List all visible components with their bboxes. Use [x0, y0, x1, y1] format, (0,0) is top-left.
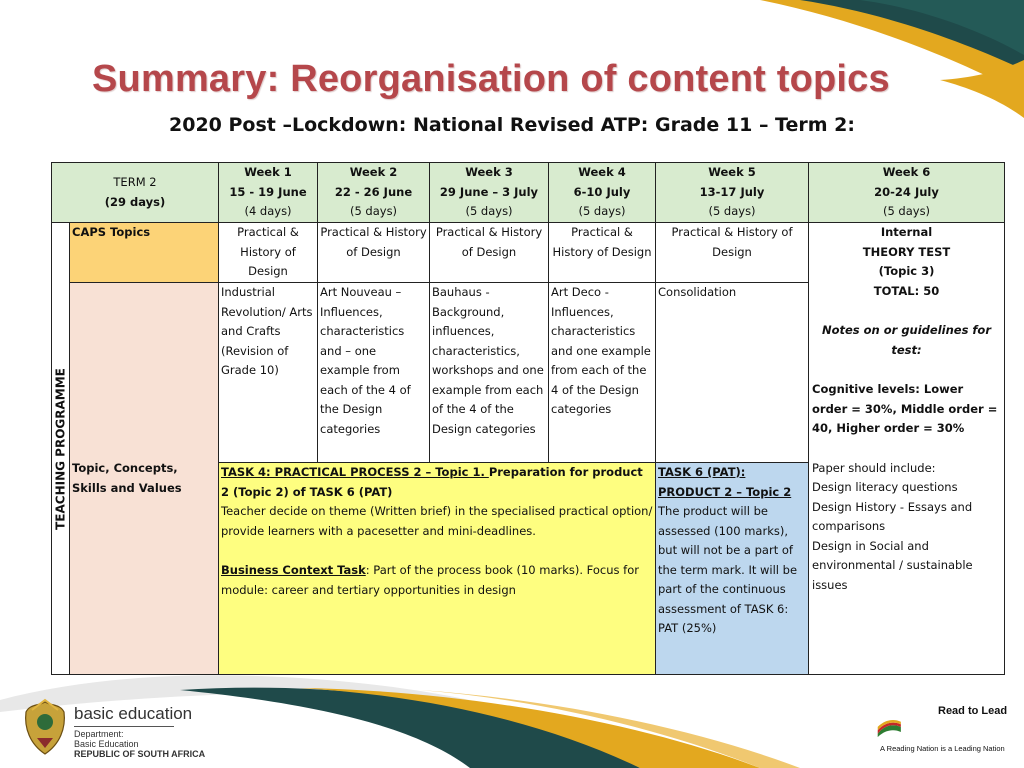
- basic-education-logo: [74, 704, 205, 759]
- caps-topics-label: CAPS Topics: [70, 223, 219, 283]
- task-4-title: TASK 4: PRACTICAL PROCESS 2 – Topic 1.: [221, 465, 489, 479]
- test-total: TOTAL: 50: [873, 283, 940, 298]
- task-4-cell: [219, 463, 656, 675]
- business-context-task: [221, 561, 653, 600]
- caps-topic-week-4: Practical & History of Design: [549, 223, 656, 283]
- week-1-days: (4 days): [244, 204, 292, 218]
- week-3-name: Week 3: [465, 165, 513, 179]
- topic-week-1: Industrial Revolution/ Arts and Crafts (Revision of Grade 10): [219, 283, 318, 463]
- slide-title: Summary: Reorganisation of content topics: [92, 58, 890, 100]
- business-context-text: : Part of the process book (10 marks). Focus for module: career and tertiary opportunities in design: [221, 563, 639, 597]
- read-to-lead-slogan: A Reading Nation is a Leading Nation: [880, 744, 1005, 753]
- week-6-dates: 20-24 July: [874, 184, 939, 199]
- week-3-days: (5 days): [465, 204, 513, 218]
- caps-row: [52, 223, 1005, 283]
- department-label: Department:: [74, 729, 124, 739]
- task-6-body: The product will be assessed (100 marks), but will not be a part of the term mark. It will be part of the continuous assessment of TASK 6: PAT (25%): [658, 504, 798, 635]
- task-6-heading: TASK 6 (PAT):: [658, 465, 746, 479]
- task-6-cell: [656, 463, 809, 675]
- header-row: [52, 163, 1005, 223]
- task-4-heading: [221, 463, 653, 502]
- week-4-dates: 6-10 July: [573, 184, 631, 199]
- topic-concepts-label: Topic, Concepts, Skills and Values: [72, 461, 182, 495]
- week-2-name: Week 2: [349, 165, 398, 179]
- teaching-programme-label: TEACHING PROGRAMME: [52, 367, 67, 530]
- caps-topic-week-2: Practical & History of Design: [318, 223, 430, 283]
- coat-of-arms-icon: [20, 698, 70, 760]
- week-1-header: [219, 163, 318, 223]
- topic-week-3: Bauhaus - Background, influences, characteristics, workshops and one example from each of the 4 of the Design categories: [430, 283, 549, 463]
- week-6-header: [809, 163, 1005, 223]
- country-name: REPUBLIC OF SOUTH AFRICA: [74, 749, 206, 759]
- caps-topic-week-5: Practical & History of Design: [656, 223, 809, 283]
- week-6-theory-test-cell: [809, 223, 1005, 675]
- paper-item: Design History - Essays and comparisons: [812, 499, 973, 533]
- week-2-dates: 22 - 26 June: [334, 184, 413, 199]
- week-4-header: [549, 163, 656, 223]
- department-name: Basic Education: [74, 739, 139, 749]
- term-days: (29 days): [104, 194, 166, 209]
- week-1-name: Week 1: [244, 165, 292, 179]
- caps-topic-week-3: Practical & History of Design: [430, 223, 549, 283]
- topic-concepts-label-cell: [70, 283, 219, 675]
- cognitive-levels: Cognitive levels: Lower order = 30%, Middle order = 40, Higher order = 30%: [812, 382, 998, 435]
- business-context-label: Business Context Task: [221, 563, 366, 577]
- slide-subtitle: 2020 Post –Lockdown: National Revised ATP: Grade 11 – Term 2:: [169, 114, 855, 136]
- week-5-days: (5 days): [708, 204, 756, 218]
- term-label: TERM 2: [113, 175, 157, 189]
- paper-item: Design literacy questions: [812, 480, 958, 494]
- side-label-cell: [52, 223, 70, 675]
- week-3-dates: 29 June – 3 July: [439, 184, 539, 199]
- week-5-name: Week 5: [708, 165, 756, 179]
- caps-topic-week-1: Practical & History of Design: [219, 223, 318, 283]
- paper-item: Design in Social and environmental / sustainable issues: [812, 538, 973, 592]
- week-1-dates: 15 - 19 June: [229, 184, 307, 199]
- week-2-header: [318, 163, 430, 223]
- test-line-1: Internal: [880, 225, 933, 239]
- test-notes-heading: Notes on or guidelines for test:: [821, 323, 992, 357]
- paper-intro: Paper should include:: [812, 460, 936, 475]
- week-3-header: [430, 163, 549, 223]
- test-line-3: (Topic 3): [878, 264, 935, 278]
- read-to-lead-logo: Read to Lead: [938, 705, 1008, 717]
- topic-week-2: Art Nouveau – Influences, characteristics and – one example from each of the 4 of the Design categories: [318, 283, 430, 463]
- topic-week-5: Consolidation: [656, 283, 809, 463]
- week-2-days: (5 days): [349, 204, 398, 218]
- topic-week-4: Art Deco - Influences, characteristics and one example from each of the 4 of the Design categories: [549, 283, 656, 463]
- week-6-days: (5 days): [882, 204, 931, 218]
- atp-table: [51, 162, 1005, 675]
- week-4-days: (5 days): [578, 204, 626, 218]
- week-5-dates: 13-17 July: [699, 184, 765, 199]
- task-4-body: Teacher decide on theme (Written brief) in the specialised practical option/ provide learners with a pacesetter and mini-deadlines.: [221, 504, 653, 538]
- week-4-name: Week 4: [578, 165, 626, 179]
- term-header-cell: [52, 163, 219, 223]
- week-6-name: Week 6: [882, 165, 931, 179]
- task-6-subheading: PRODUCT 2 – Topic 2: [658, 484, 792, 499]
- basic-education-name: basic education: [74, 704, 193, 723]
- test-line-2: THEORY TEST: [862, 244, 951, 259]
- week-5-header: [656, 163, 809, 223]
- task-4-title-cont: Preparation for product 2 (Topic 2) of TASK 6 (PAT): [221, 465, 643, 499]
